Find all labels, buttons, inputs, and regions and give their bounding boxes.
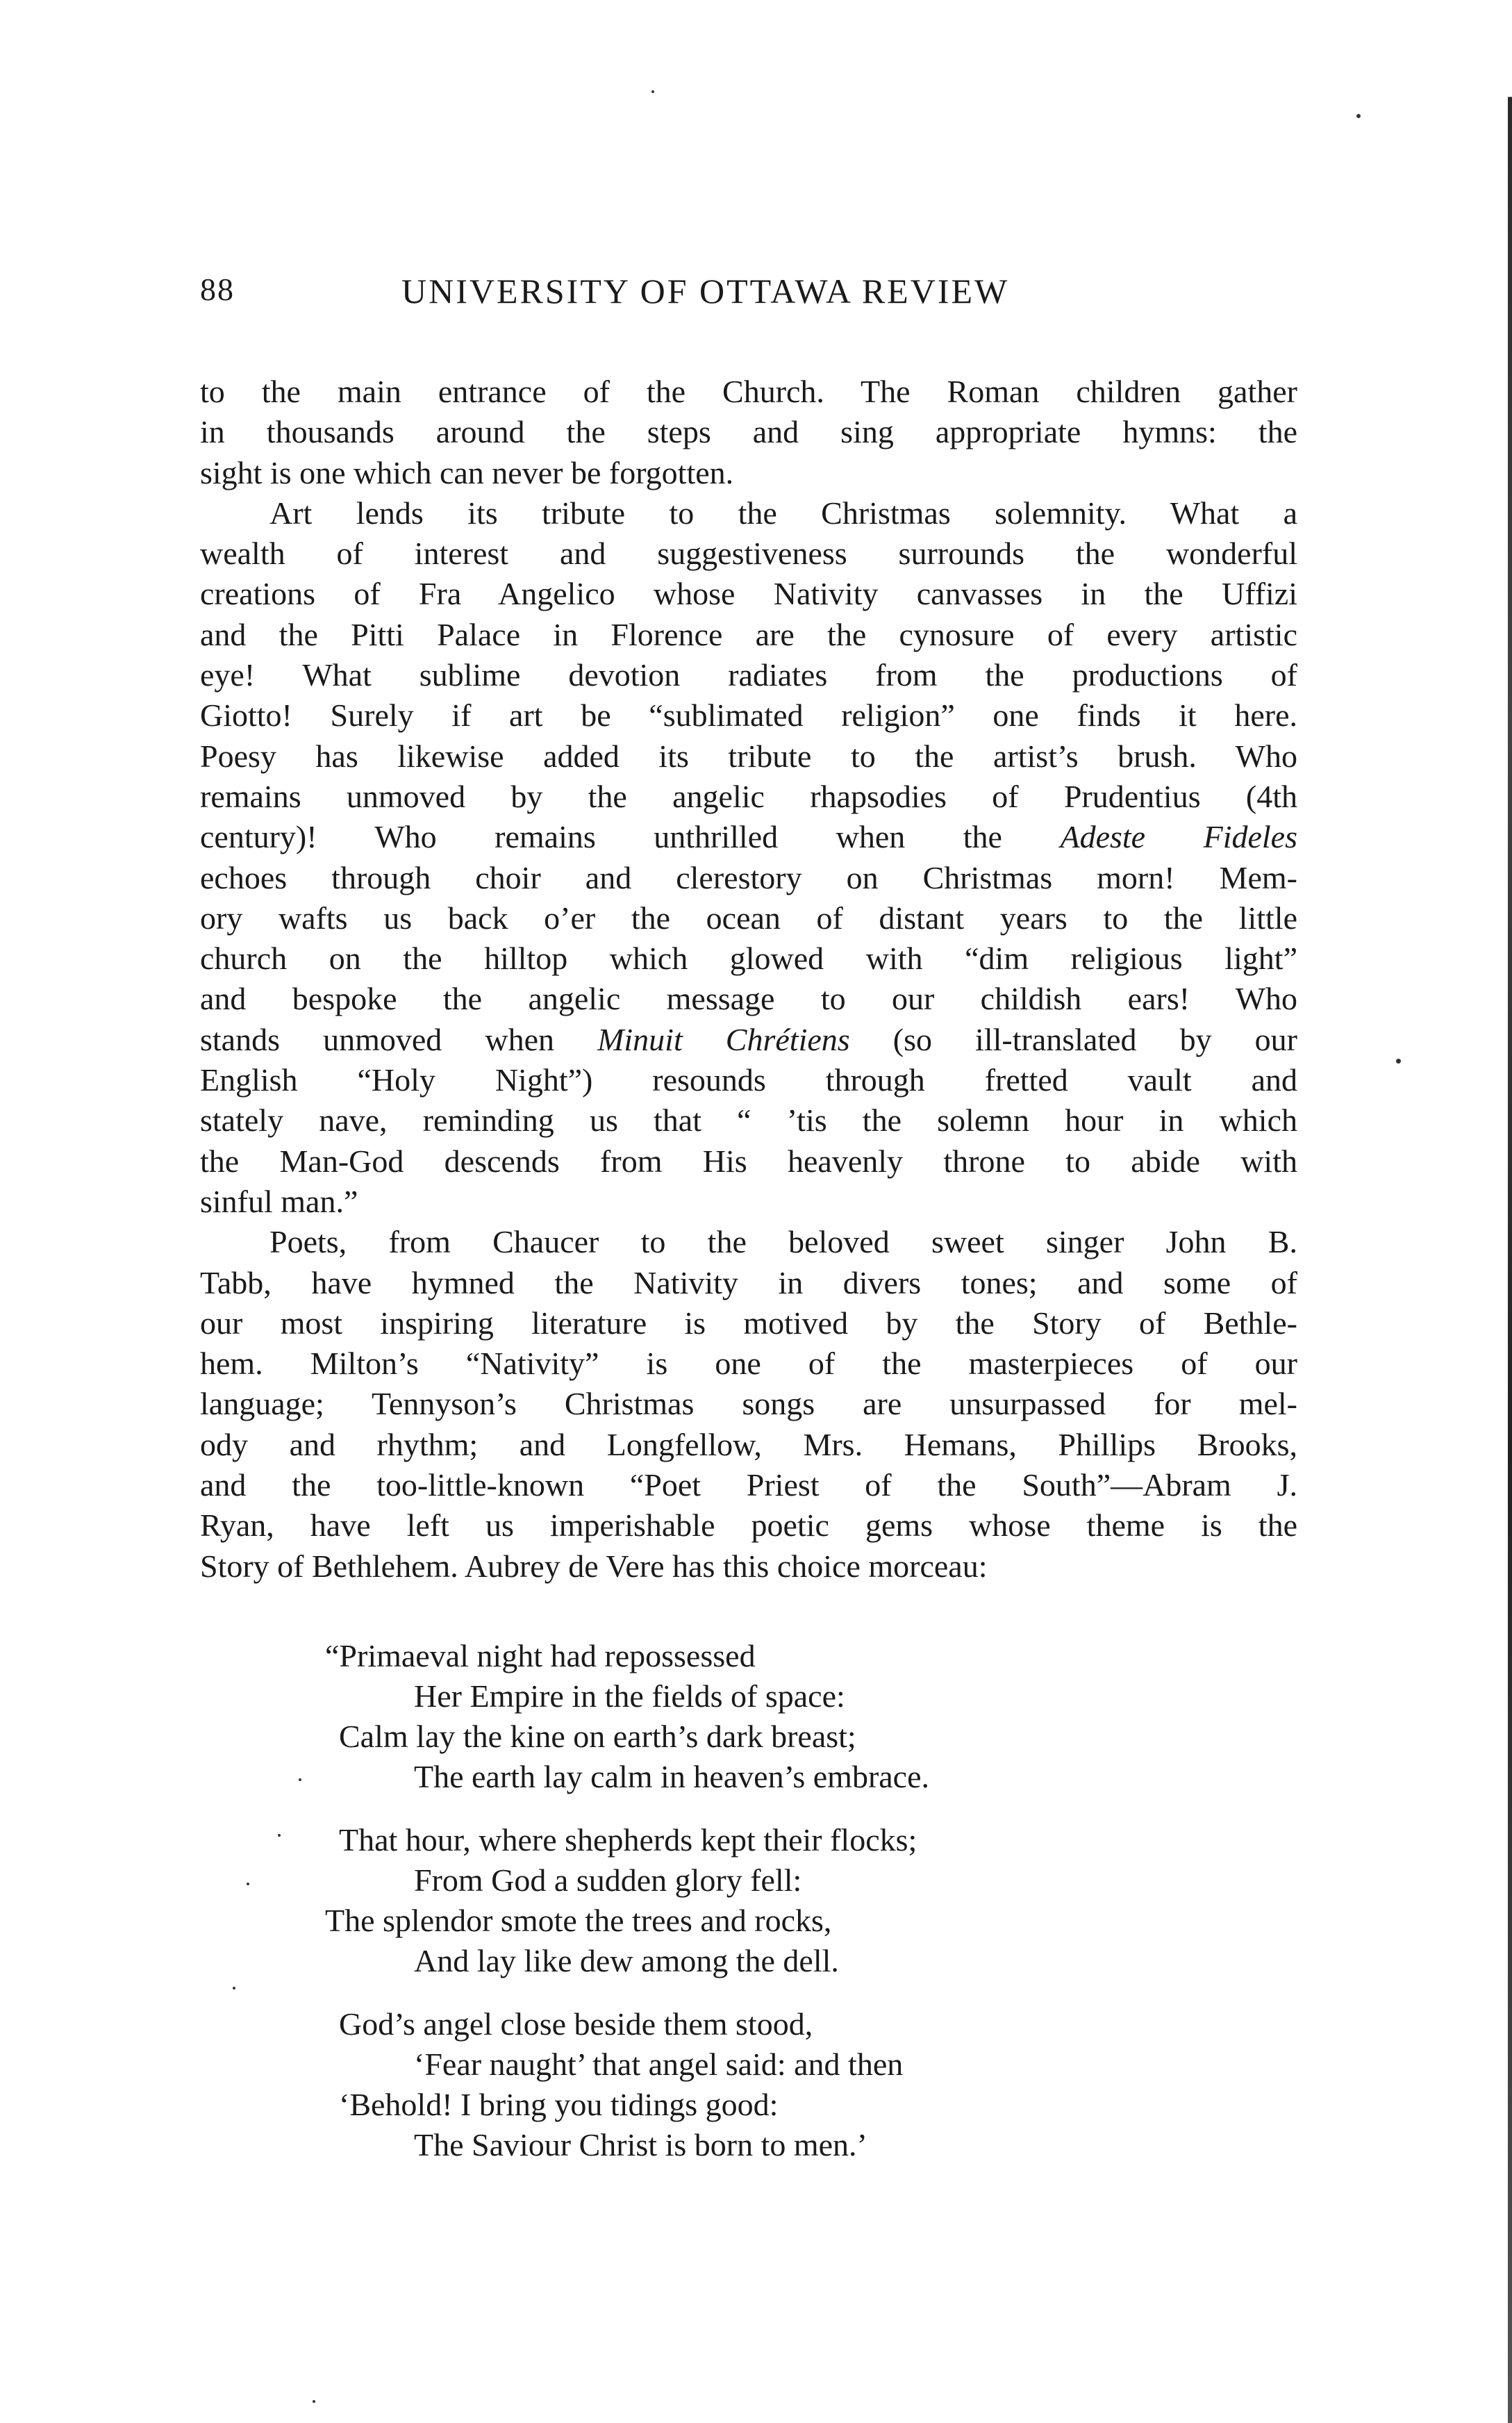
poem-line: The Saviour Christ is born to men.’ [414,2127,867,2162]
text-line: the Man-God descends from His heavenly throne to abide with [200,1143,1297,1179]
text-line: echoes through choir and clerestory on Christmas morn! Mem- [200,859,1297,895]
text-line: sinful man.” [200,1183,358,1219]
text-segment: stands unmoved when [200,1021,598,1057]
text-line: church on the hilltop which glowed with “dim religious light” [200,941,1297,977]
text-line: in thousands around the steps and sing appropriate hymns: the [200,414,1297,450]
scan-speck [299,1778,301,1781]
text-line [200,817,1297,857]
scan-speck [313,2400,315,2403]
italic-title: Minuit Chrétiens [597,1021,850,1057]
scan-speck [1396,1059,1401,1064]
page-number: 88 [200,272,235,307]
poem-line: That hour, where shepherds kept their flocks; [339,1822,917,1858]
text-line: remains unmoved by the angelic rhapsodies of Prudentius (4th [200,778,1297,814]
text-line: and the Pitti Palace in Florence are the cynosure of every artistic [200,616,1297,652]
poem-line: The earth lay calm in heaven’s embrace. [414,1759,930,1794]
text-line: eye! What sublime devotion radiates from the productions of [200,657,1297,693]
paragraph-1 [200,372,1297,493]
poem-line: “Primaeval night had repossessed [325,1638,756,1673]
poem-line: The splendor smote the trees and rocks, [325,1903,832,1938]
scan-speck [651,90,654,93]
journal-title: UNIVERSITY OF OTTAWA REVIEW [401,272,1010,311]
text-line: stately nave, reminding us that “ ’tis the solemn hour in which [200,1102,1297,1139]
scan-speck [233,1987,235,1990]
poem-line: ‘Behold! I bring you tidings good: [339,2087,779,2122]
text-line: and bespoke the angelic message to our childish ears! Who [200,981,1297,1017]
text-segment: (so ill-translated by our [849,1021,1297,1057]
poem-line: And lay like dew among the dell. [414,1943,839,1978]
text-line [200,1020,1297,1060]
text-segment: century)! Who remains unthrilled when the [200,819,1061,855]
poem-line: Calm lay the kine on earth’s dark breast; [339,1719,856,1754]
text-line: Ryan, have left us imperishable poetic gems whose theme is the [200,1507,1297,1544]
text-line: language; Tennyson’s Christmas songs are unsurpassed for mel- [200,1386,1297,1422]
paragraph-2 [200,493,1297,1222]
scan-speck [1356,114,1361,118]
text-line: sight is one which can never be forgotten. [200,454,734,490]
scan-speck [247,1883,249,1885]
running-head [200,271,1311,320]
text-line: Tabb, have hymned the Nativity in divers tones; and some of [200,1264,1297,1300]
text-line: creations of Fra Angelico whose Nativity canvasses in the Uffizi [200,576,1297,612]
text-line: hem. Milton’s “Nativity” is one of the masterpieces of our [200,1346,1297,1382]
text-line: ory wafts us back o’er the ocean of distant years to the little [200,900,1297,936]
text-line: Art lends its tribute to the Christmas solemnity. What a [269,495,1297,531]
text-line: Poesy has likewise added its tribute to the artist’s brush. Who [200,738,1297,774]
text-line: English “Holy Night”) resounds through fretted vault and [200,1062,1297,1098]
text-line: Story of Bethlehem. Aubrey de Vere has this choice morceau: [200,1548,988,1584]
scan-edge-shadow [1508,0,1512,2423]
text-line: and the too-little-known “Poet Priest of the South”—Abram J. [200,1467,1297,1503]
text-line: wealth of interest and suggestiveness surrounds the wonderful [200,536,1297,572]
text-line: Poets, from Chaucer to the beloved sweet singer John B. [269,1224,1297,1260]
poem-line: God’s angel close beside them stood, [339,2006,813,2042]
text-line: Giotto! Surely if art be “sublimated religion” one finds it here. [200,697,1297,734]
poem-line: ‘Fear naught’ that angel said: and then [414,2046,904,2082]
text-line: our most inspiring literature is motived by the Story of Bethle- [200,1305,1297,1341]
text-line: to the main entrance of the Church. The Roman children gather [200,374,1297,409]
text-line: ody and rhythm; and Longfellow, Mrs. Hemans, Phillips Brooks, [200,1426,1297,1462]
italic-title: Adeste Fideles [1060,819,1297,855]
poem-line: From God a sudden glory fell: [414,1862,802,1898]
scan-speck [278,1834,281,1837]
poem-line: Her Empire in the fields of space: [414,1678,845,1714]
body-text [200,372,1297,2162]
paragraph-3 [200,1222,1297,1587]
